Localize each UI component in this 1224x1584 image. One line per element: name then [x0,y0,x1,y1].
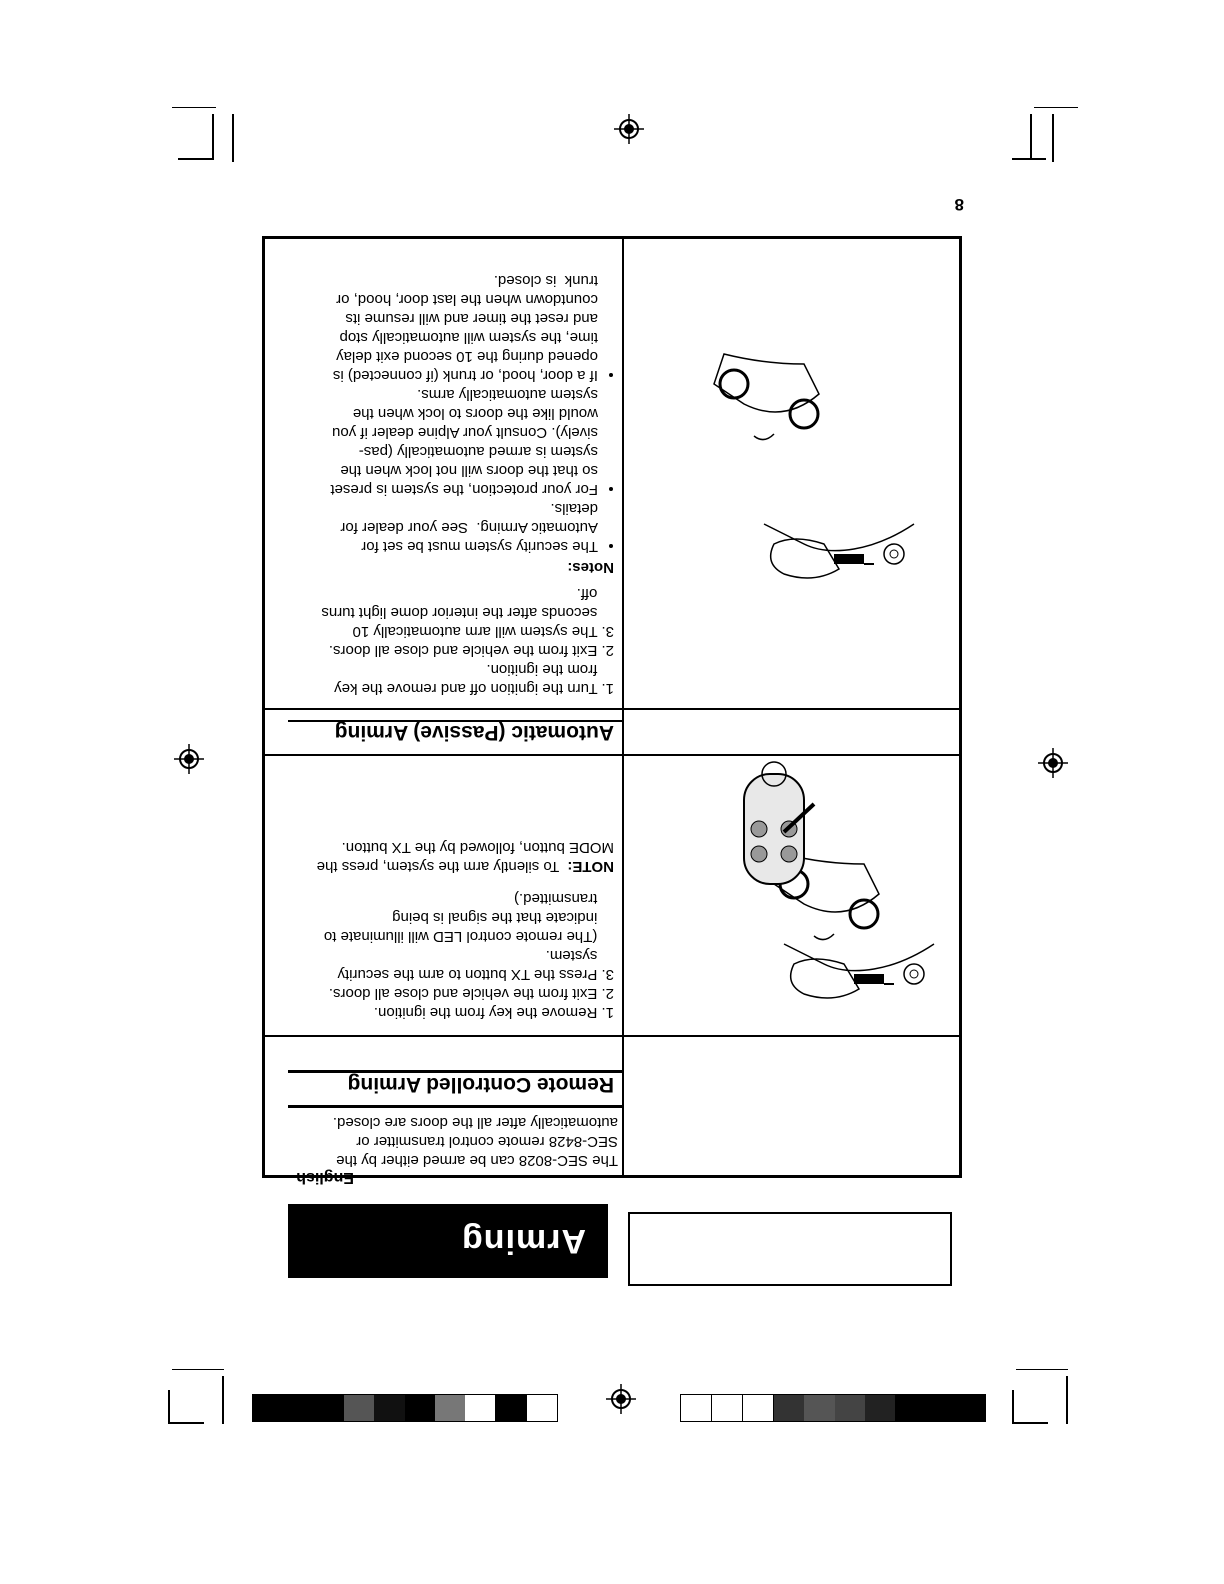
remote-arming-steps: 1. Remove the key from the ignition. 2. Exit from the vehicle and close all doors. 3. Press the TX button to arm the security system. (The remote control LED will illuminate to indicate that the signal is being transmitted.) [323,890,614,1021]
automatic-arming-steps: 1. Turn the ignition off and remove the key from the ignition. 2. Exit from the vehicle and close all doors. 3. The system will arm automatically 10 seconds after the interior dome light turns off. [321,585,614,697]
remote-arming-note [288,838,614,876]
car-door-illustration [704,344,824,444]
list-item: • The security system must be set for Automatic Arming. See your dealer for details. [272,499,598,556]
note-text: To silently arm the system, press the MODE button, followed by the TX button. [316,839,614,875]
remote-arming-title: Remote Controlled Arming [347,1073,614,1096]
intro-text: The SEC-8028 can be armed either by the SEC-8428 remote control transmitter or automatically after all the doors are closed. [332,1114,618,1169]
registration-mark-icon [614,114,644,144]
title-bar [288,1204,608,1278]
color-bar-icon [252,1394,558,1422]
header-empty-box [628,1212,952,1286]
page-number: 8 [954,195,964,214]
automatic-arming-title: Automatic (Passive) Arming [334,721,614,744]
list-item: • If a door, hood, or trunk (if connected) is opened during the 10 second exit delay time, the system will automatically stop and reset the timer and will resume its countdown when the last door, hood, or trunk is closed. [272,271,598,385]
color-bar-icon [680,1394,986,1422]
page-title: Arming [461,1222,586,1260]
notes-list [272,271,614,556]
note-label: NOTE: [567,858,614,875]
key-in-ignition-illustration [744,504,924,604]
registration-mark-icon [606,1384,636,1414]
remote-transmitter-illustration [724,744,824,894]
registration-mark-icon [1038,748,1068,778]
notes-heading: Notes: [567,559,614,576]
registration-mark-icon [174,744,204,774]
language-label: English [296,1169,354,1186]
list-item: • For your protection, the system is preset so that the doors will not lock when the system is armed automatically (pas- sively). Consult your Alpine dealer if you would like the doors to lock when the system automatically arms. [272,385,598,499]
